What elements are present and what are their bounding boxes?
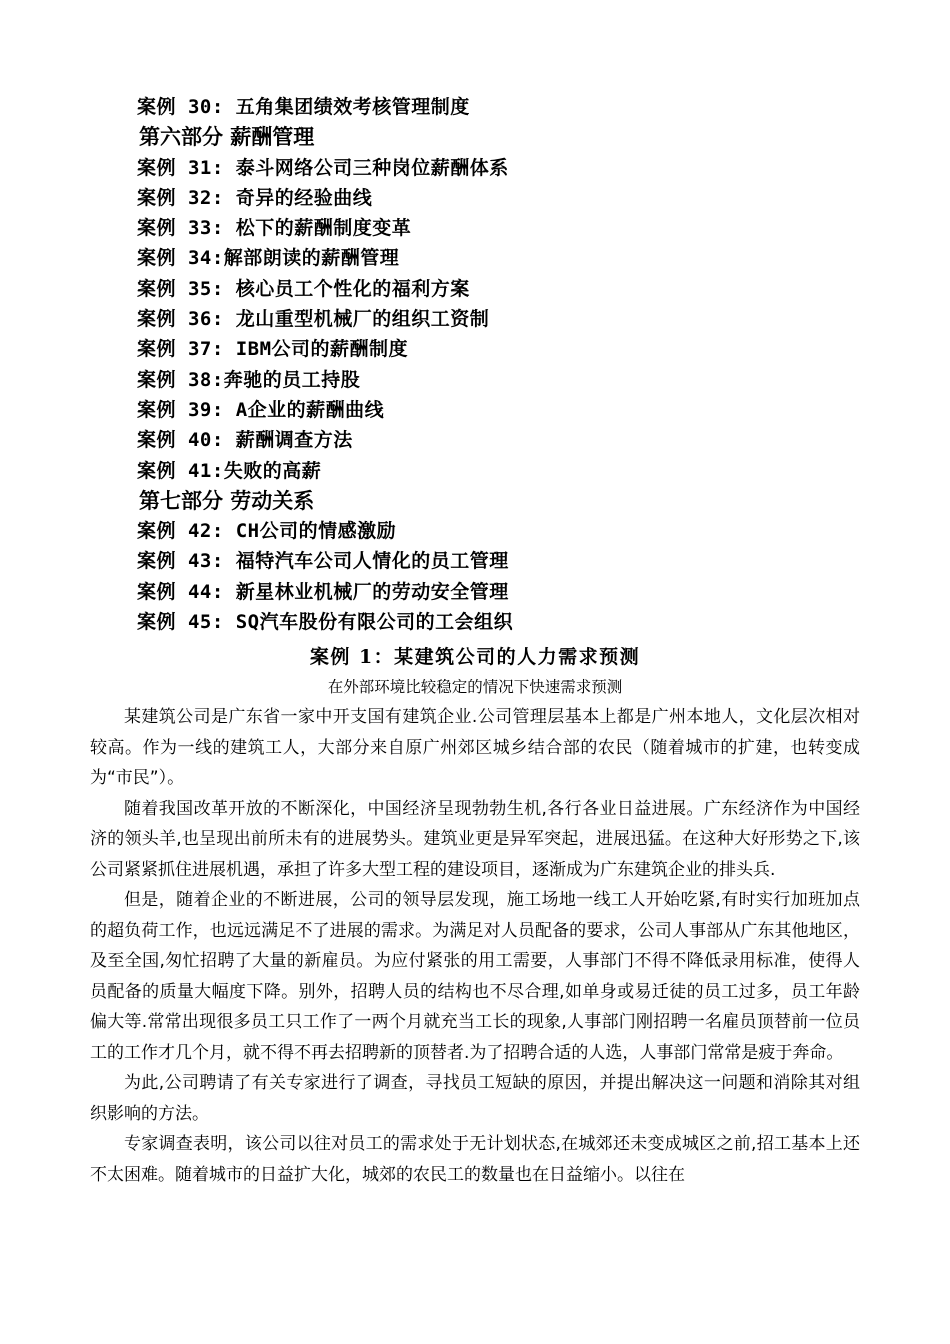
toc-section-heading: 第七部分 劳动关系 <box>139 488 315 513</box>
toc-case-item: 案例 40: 薪酬调查方法 <box>137 429 353 452</box>
toc-case-item: 案例 38:奔驰的员工持股 <box>137 368 361 391</box>
toc-case-item: 案例 45: SQ汽车股份有限公司的工会组织 <box>137 611 514 634</box>
toc-case-item: 案例 36: 龙山重型机械厂的组织工资制 <box>137 308 490 331</box>
body-paragraph: 为此,公司聘请了有关专家进行了调查，寻找员工短缺的原因，并提出解决这一问题和消除其对组织影响的方法。 <box>90 1073 860 1124</box>
case-body <box>90 702 860 1190</box>
toc-case-item: 案例 31: 泰斗网络公司三种岗位薪酬体系 <box>137 156 509 179</box>
toc-case-item: 案例 37: IBM公司的薪酬制度 <box>137 338 409 361</box>
toc-case-item: 案例 32: 奇异的经验曲线 <box>137 186 373 209</box>
toc-case-item: 案例 39: A企业的薪酬曲线 <box>137 398 385 421</box>
toc-case-item: 案例 33: 松下的薪酬制度变革 <box>137 217 412 240</box>
body-paragraph: 专家调查表明，该公司以往对员工的需求处于无计划状态,在城郊还未变成城区之前,招工基本上还不太困难。随着城市的日益扩大化，城郊的农民工的数量也在日益缩小。以往在 <box>90 1134 860 1185</box>
body-paragraph: 随着我国改革开放的不断深化，中国经济呈现勃勃生机,各行各业日益进展。广东经济作为中国经济的领头羊,也呈现出前所未有的进展势头。建筑业更是异军突起，进展迅猛。在这种大好形势之下,该公司紧紧抓住进展机遇，承担了许多大型工程的建设项目，逐渐成为广东建筑企业的排头兵. <box>90 798 860 880</box>
case-title: 案例 1：某建筑公司的人力需求预测 <box>309 646 641 668</box>
body-paragraph: 但是，随着企业的不断进展，公司的领导层发现，施工场地一线工人开始吃紧,有时实行加班加点的超负荷工作，也远远满足不了进展的需求。为满足对人员配备的要求，公司人事部从广东其他地区，及至全国,匆忙招聘了大量的新雇员。为应付紧张的用工需要，人事部门不得不降低录用标准，使得人员配备的质量大幅度下降。别外，招聘人员的结构也不尽合理,如单身或易迁徒的员工过多，员工年龄偏大等.常常出现很多员工只工作了一两个月就充当工长的现象,人事部门刚招聘一名雇员顶替前一位员工的工作才几个月，就不得不再去招聘新的顶替者.为了招聘合适的人选，人事部门常常是疲于奔命。 <box>90 890 860 1063</box>
toc-case-item: 案例 44: 新星林业机械厂的劳动安全管理 <box>137 580 509 603</box>
table-of-contents <box>137 92 513 637</box>
toc-case-item: 案例 34:解部朗读的薪酬管理 <box>137 247 400 270</box>
body-paragraph: 某建筑公司是广东省一家中开支国有建筑企业.公司管理层基本上都是广州本地人，文化层次相对较高。作为一线的建筑工人，大部分来自原广州郊区城乡结合部的农民（随着城市的扩建，也转变成为“市民”）。 <box>90 707 860 788</box>
toc-section-heading: 第六部分 薪酬管理 <box>139 125 315 150</box>
case-subtitle: 在外部环境比较稳定的情况下快速需求预测 <box>327 678 623 696</box>
toc-case-item: 案例 41:失败的高薪 <box>137 459 322 482</box>
toc-case-item: 案例 30: 五角集团绩效考核管理制度 <box>137 96 470 118</box>
toc-case-item: 案例 43: 福特汽车公司人情化的员工管理 <box>137 550 509 573</box>
toc-case-item: 案例 42: CH公司的情感激励 <box>137 520 397 543</box>
toc-case-item: 案例 35: 核心员工个性化的福利方案 <box>137 277 470 300</box>
